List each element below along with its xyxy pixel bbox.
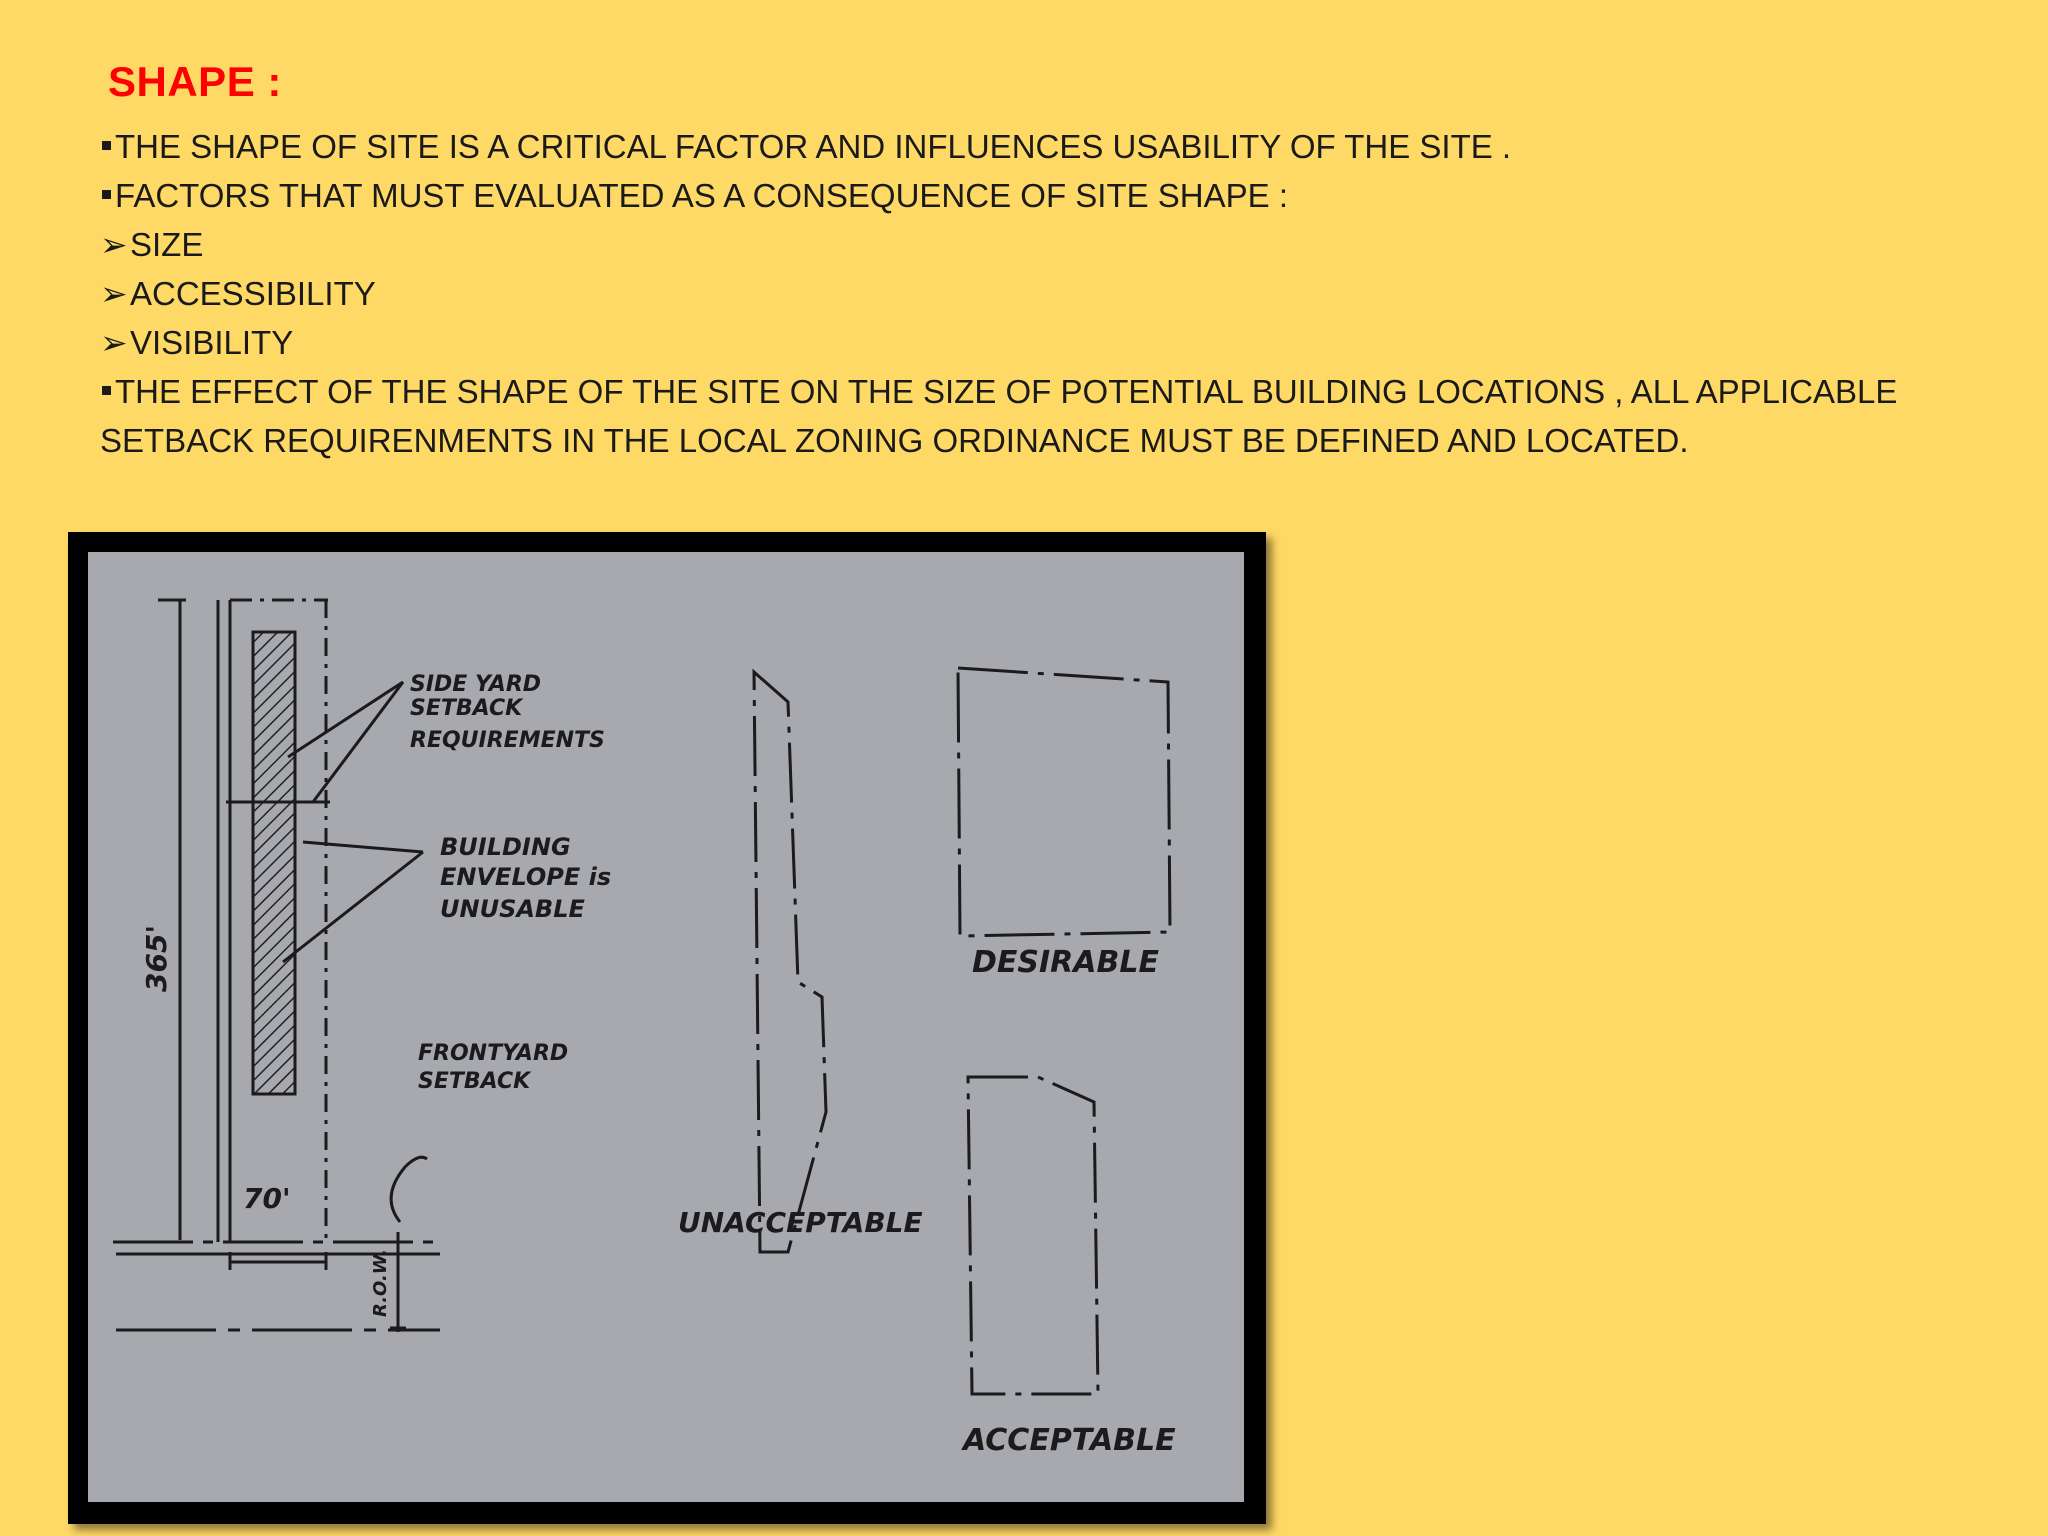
slide-title: SHAPE : — [108, 58, 282, 105]
label-building-2: ENVELOPE is — [440, 863, 612, 891]
label-lot-depth: 365' — [140, 924, 173, 992]
bullet-text-1: THE SHAPE OF SITE IS A CRITICAL FACTOR AND INFLUENCES USABILITY OF THE SITE . — [115, 128, 1512, 165]
bullet-line-2 — [100, 171, 2000, 220]
bullet-line-3 — [100, 367, 2000, 465]
bullet-line-1 — [100, 122, 2000, 171]
sub-bullet-text-accessibility: ACCESSIBILITY — [130, 275, 376, 312]
label-frontyard-2: SETBACK — [418, 1069, 531, 1094]
sub-bullet-text-visibility: VISIBILITY — [130, 324, 294, 361]
label-building-1: BUILDING — [440, 833, 571, 861]
arrowhead-bullet-icon: ➢ — [100, 275, 128, 312]
square-bullet-icon — [102, 190, 111, 199]
label-lot-width: 70' — [243, 1182, 291, 1215]
arrowhead-bullet-icon: ➢ — [100, 226, 128, 263]
sub-bullet-text-size: SIZE — [130, 226, 204, 263]
square-bullet-icon — [102, 386, 111, 395]
acceptable-shape — [968, 1077, 1098, 1394]
label-frontyard-1: FRONTYARD — [418, 1041, 569, 1066]
label-row: R.O.W. — [370, 1249, 391, 1317]
label-building-3: UNUSABLE — [440, 895, 585, 923]
label-side-yard-3: REQUIREMENTS — [410, 728, 605, 753]
slide-body — [100, 122, 2000, 465]
label-desirable: DESIRABLE — [972, 945, 1159, 980]
arrowhead-bullet-icon: ➢ — [100, 324, 128, 361]
desirable-shape — [958, 668, 1170, 936]
label-acceptable: ACCEPTABLE — [963, 1423, 1176, 1458]
label-side-yard-2: SETBACK — [410, 696, 523, 721]
label-unacceptable: UNACCEPTABLE — [678, 1206, 923, 1239]
bullet-text-3: THE EFFECT OF THE SHAPE OF THE SITE ON THE SIZE OF POTENTIAL BUILDING LOCATIONS , ALL APPLICABLE SETBACK REQUIRENMENTS IN THE LOCAL ZONING ORDINANCE MUST BE DEFINED AND LOCATED. — [100, 373, 1898, 459]
bullet-text-2: FACTORS THAT MUST EVALUATED AS A CONSEQUENCE OF SITE SHAPE : — [115, 177, 1288, 214]
sub-bullet-size — [100, 220, 2000, 269]
unacceptable-shape — [754, 672, 826, 1252]
sub-bullet-accessibility — [100, 269, 2000, 318]
figure-frame — [68, 532, 1266, 1524]
square-bullet-icon — [102, 141, 111, 150]
site-shape-sketch — [88, 552, 1244, 1502]
sub-bullet-visibility — [100, 318, 2000, 367]
label-side-yard-1: SIDE YARD — [410, 672, 542, 697]
site-shape-diagram — [88, 552, 1244, 1502]
